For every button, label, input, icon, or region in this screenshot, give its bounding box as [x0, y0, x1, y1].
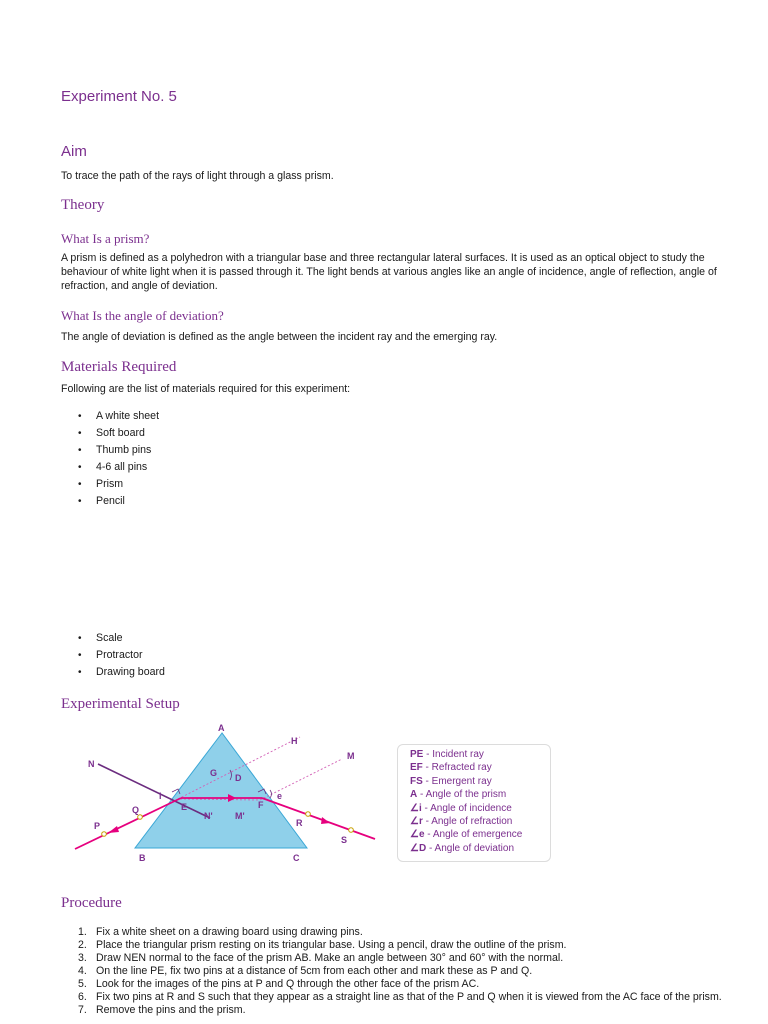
- label-f: F: [258, 800, 264, 810]
- label-i: i: [159, 791, 162, 801]
- materials-list-b: [78, 630, 165, 681]
- diagram-legend: [397, 744, 551, 862]
- label-e-angle: e: [277, 791, 283, 801]
- page-title: Experiment No. 5: [61, 88, 177, 105]
- prism-diagram: [60, 718, 390, 868]
- label-n: N: [88, 759, 95, 769]
- label-g: G: [210, 768, 218, 778]
- theory-heading: Theory: [61, 197, 105, 213]
- list-item: 3. Draw NEN normal to the face of the prism AB. Make an angle between 30° and 60° with the normal.: [78, 952, 564, 964]
- setup-heading: Experimental Setup: [61, 696, 180, 712]
- list-item: • Thumb pins: [78, 442, 159, 459]
- materials-intro: Following are the list of materials required for this experiment:: [61, 383, 351, 395]
- list-item: 5. Look for the images of the pins at P and Q through the other face of the prism AC.: [78, 978, 480, 990]
- legend-item: FS - Emergent ray: [410, 775, 492, 787]
- label-c: C: [293, 853, 300, 863]
- procedure-list: [78, 926, 728, 1017]
- legend-item: ∠r - Angle of refraction: [410, 815, 513, 827]
- pin-r-icon: [306, 812, 311, 817]
- materials-heading: Materials Required: [61, 359, 177, 375]
- label-p: P: [94, 821, 101, 831]
- label-h: H: [291, 736, 298, 746]
- procedure-heading: Procedure: [61, 895, 122, 911]
- list-item: 7. Remove the pins and the prism.: [78, 1004, 246, 1016]
- list-item: • A white sheet: [78, 408, 159, 425]
- label-e: E: [181, 802, 188, 812]
- label-r: R: [296, 818, 303, 828]
- list-item: 4. On the line PE, fix two pins at a distance of 5cm from each other and mark these as P and Q.: [78, 965, 533, 977]
- list-item: • Pencil: [78, 493, 159, 510]
- pin-s-icon: [349, 828, 354, 833]
- label-n-prime: N': [204, 811, 213, 821]
- arrow-icon: [321, 817, 330, 824]
- legend-item: ∠D - Angle of deviation: [410, 842, 515, 854]
- list-item: • Scale: [78, 630, 165, 647]
- label-q: Q: [132, 805, 140, 815]
- deviation-definition: The angle of deviation is defined as the angle between the incident ray and the emerging ray.: [61, 331, 498, 343]
- list-item: 1. Fix a white sheet on a drawing board using drawing pins.: [78, 926, 363, 938]
- angle-e-arc-icon: [270, 790, 272, 798]
- legend-item: ∠i - Angle of incidence: [410, 802, 512, 814]
- legend-item: ∠e - Angle of emergence: [410, 829, 523, 841]
- label-a: A: [218, 723, 225, 733]
- materials-list-a: [78, 408, 159, 510]
- prism-definition: A prism is defined as a polyhedron with a triangular base and three rectangular lateral surfaces. It is used as an optical object to study the behaviour of white light when it is passed through it. The light bends at various angles like an angle of incidence, angle of reflection, angle of refraction, and angle of deviation.: [61, 252, 717, 292]
- pin-p-icon: [102, 832, 107, 837]
- legend-item: EF - Refracted ray: [410, 762, 492, 774]
- list-item: 2. Place the triangular prism resting on its triangular base. Using a pencil, draw the outline of the prism.: [78, 939, 567, 951]
- deviation-question-heading: What Is the angle of deviation?: [61, 308, 224, 323]
- label-s: S: [341, 835, 348, 845]
- list-item: • Protractor: [78, 647, 165, 664]
- aim-heading: Aim: [61, 143, 87, 160]
- legend-item: PE - Incident ray: [410, 749, 484, 760]
- arrow-icon: [108, 826, 119, 833]
- pin-q-icon: [138, 815, 143, 820]
- list-item: • Drawing board: [78, 664, 165, 681]
- dashed-line-m: [260, 759, 342, 800]
- label-m: M: [347, 751, 355, 761]
- label-d: D: [235, 773, 242, 783]
- list-item: • Soft board: [78, 425, 159, 442]
- legend-item: A - Angle of the prism: [410, 789, 507, 801]
- list-item: • 4-6 all pins: [78, 459, 159, 476]
- label-m-prime: M': [235, 811, 245, 821]
- aim-text: To trace the path of the rays of light through a glass prism.: [61, 170, 334, 182]
- list-item: 6. Fix two pins at R and S such that they appear as a straight line as that of the P and Q when it is viewed from the AC face of the prism.: [78, 991, 722, 1003]
- list-item: • Prism: [78, 476, 159, 493]
- prism-question-heading: What Is a prism?: [61, 231, 150, 246]
- label-b: B: [139, 853, 146, 863]
